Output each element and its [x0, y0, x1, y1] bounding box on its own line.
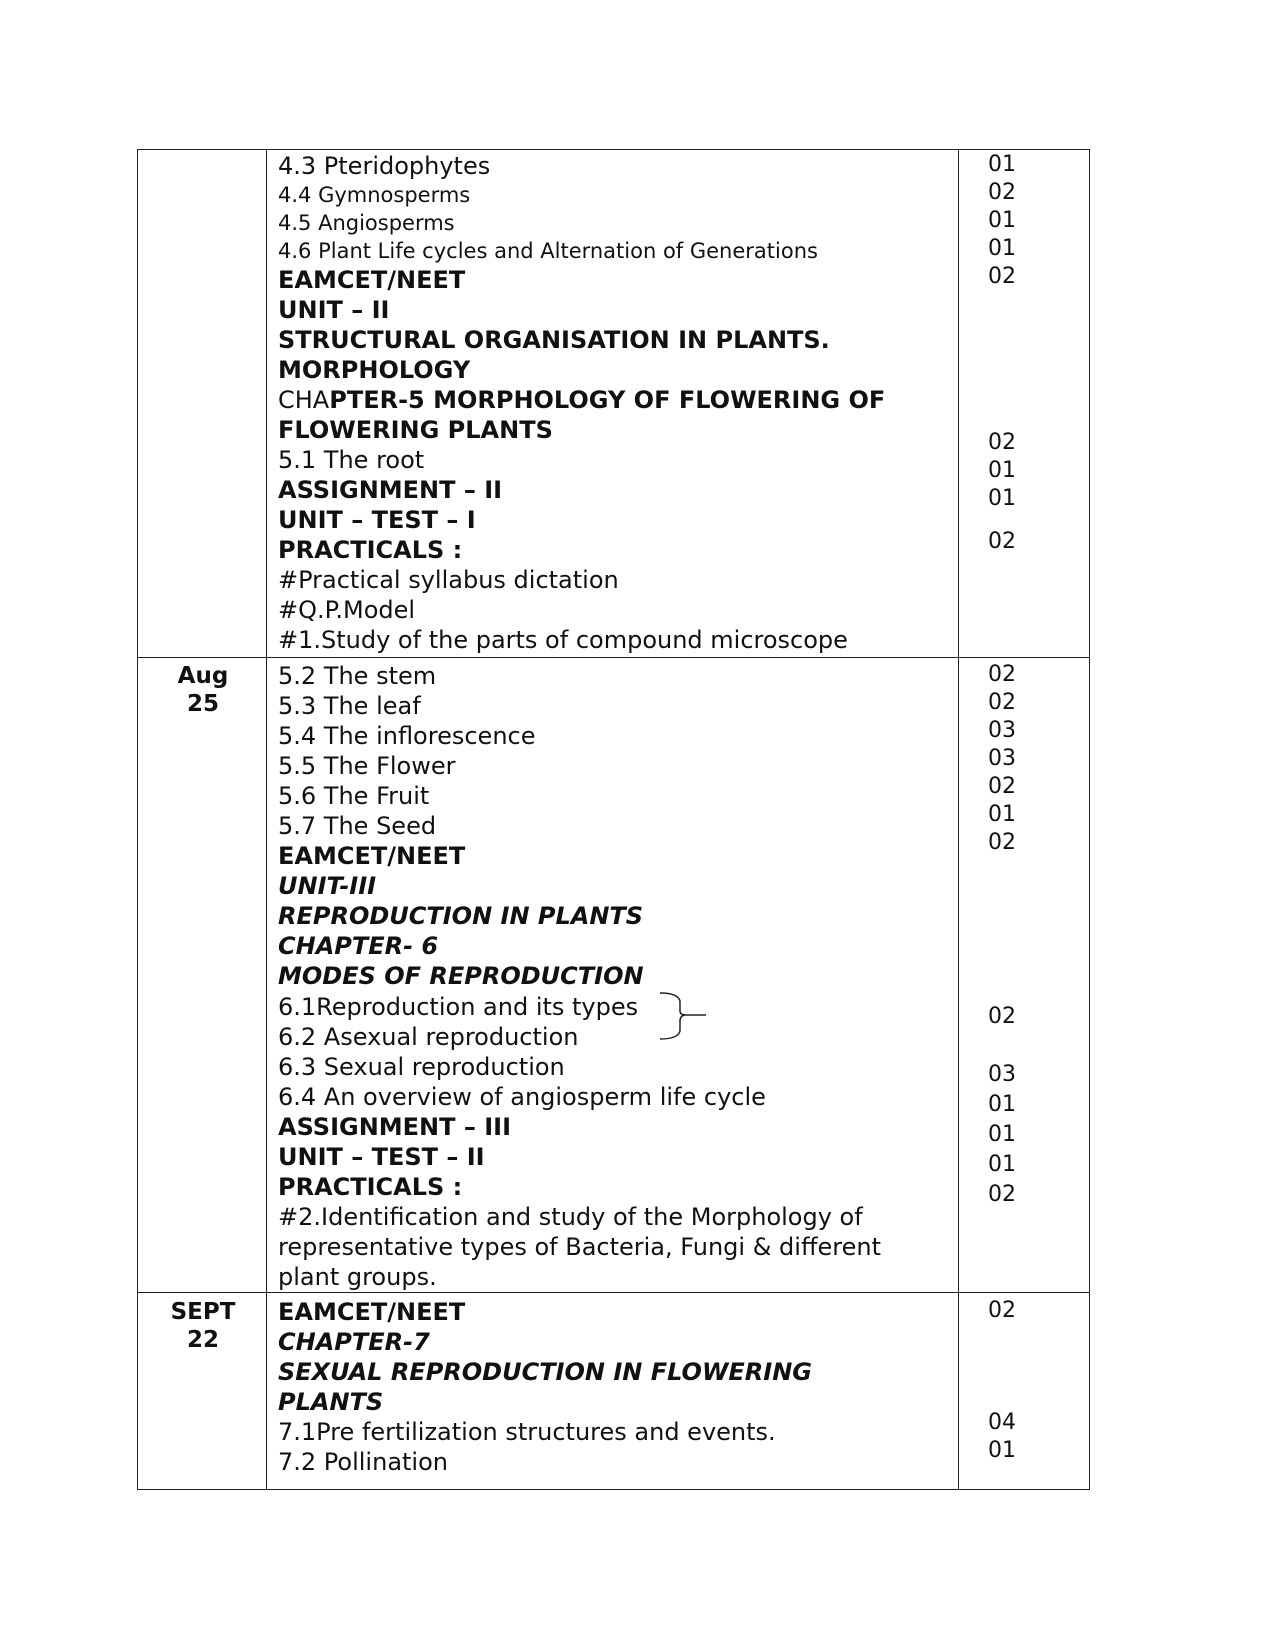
hours-value: 01 — [988, 1152, 1016, 1177]
hours-value: 01 — [988, 1438, 1016, 1463]
hours-value: 01 — [988, 208, 1016, 233]
hours-value: 02 — [988, 774, 1016, 799]
list-item: UNIT – TEST – II — [278, 1143, 485, 1171]
list-item: 7.2 Pollination — [278, 1448, 448, 1476]
hours-value: 03 — [988, 1062, 1016, 1087]
hours-value: 03 — [988, 718, 1016, 743]
list-item: 5.3 The leaf — [278, 692, 421, 720]
list-item: UNIT – TEST – I — [278, 506, 476, 534]
list-item: STRUCTURAL ORGANISATION IN PLANTS. — [278, 326, 830, 354]
list-item: representative types of Bacteria, Fungi & different — [278, 1233, 881, 1261]
hours-value: 02 — [988, 180, 1016, 205]
list-item: ASSIGNMENT – III — [278, 1113, 512, 1141]
day-label: 25 — [186, 691, 219, 717]
hours-value: 02 — [988, 662, 1016, 687]
hours-value: 02 — [988, 529, 1016, 554]
list-item: 5.5 The Flower — [278, 752, 456, 780]
list-item: 6.4 An overview of angiosperm life cycle — [278, 1083, 766, 1111]
chapter-prefix: CHA — [278, 386, 330, 414]
list-item: ASSIGNMENT – II — [278, 476, 503, 504]
month-label: Aug — [177, 663, 229, 689]
list-item: FLOWERING PLANTS — [278, 416, 553, 444]
list-item: plant groups. — [278, 1263, 437, 1291]
hours-value: 02 — [988, 1298, 1016, 1323]
list-item: CHAPTER- 6 — [278, 932, 439, 960]
list-item: EAMCET/NEET — [278, 842, 466, 870]
list-item: 4.4 Gymnosperms — [278, 183, 471, 207]
list-item: EAMCET/NEET — [278, 266, 466, 294]
row-divider — [138, 657, 1089, 658]
hours-value: 02 — [988, 830, 1016, 855]
hours-value: 02 — [988, 430, 1016, 455]
list-item: 5.4 The inflorescence — [278, 722, 536, 750]
hours-value: 01 — [988, 1122, 1016, 1147]
list-item: 6.3 Sexual reproduction — [278, 1053, 565, 1081]
list-item — [278, 386, 885, 414]
list-item: #Practical syllabus dictation — [278, 566, 619, 594]
list-item: CHAPTER-7 — [278, 1328, 430, 1356]
list-item: PRACTICALS : — [278, 1173, 463, 1201]
hours-value: 02 — [988, 690, 1016, 715]
list-item: REPRODUCTION IN PLANTS — [278, 902, 644, 930]
list-item: 7.1Pre fertilization structures and events. — [278, 1418, 776, 1446]
list-item: MORPHOLOGY — [278, 356, 471, 384]
list-item: #1.Study of the parts of compound microscope — [278, 626, 848, 654]
day-label: 22 — [186, 1327, 219, 1353]
hours-value: 02 — [988, 264, 1016, 289]
list-item: UNIT – II — [278, 296, 390, 324]
list-item: #2.Identification and study of the Morphology of — [278, 1203, 863, 1231]
curly-brace-icon — [658, 991, 718, 1041]
hours-value: 03 — [988, 746, 1016, 771]
syllabus-table — [137, 149, 1090, 1490]
list-item: 5.2 The stem — [278, 662, 437, 690]
list-item: PRACTICALS : — [278, 536, 463, 564]
list-item: PLANTS — [278, 1388, 384, 1416]
column-divider — [266, 150, 267, 1489]
list-item: UNIT-III — [278, 872, 377, 900]
hours-value: 01 — [988, 152, 1016, 177]
month-label: SEPT — [170, 1299, 236, 1325]
list-item: 6.1Reproduction and its types — [278, 993, 639, 1021]
list-item: 6.2 Asexual reproduction — [278, 1023, 579, 1051]
list-item: 5.1 The root — [278, 446, 425, 474]
list-item: SEXUAL REPRODUCTION IN FLOWERING — [278, 1358, 812, 1386]
list-item: #Q.P.Model — [278, 596, 416, 624]
hours-value: 01 — [988, 236, 1016, 261]
list-item: 5.7 The Seed — [278, 812, 437, 840]
list-item: 4.6 Plant Life cycles and Alternation of Generations — [278, 239, 818, 263]
row-divider — [138, 1292, 1089, 1293]
chapter-title: PTER-5 MORPHOLOGY OF FLOWERING OF — [329, 386, 886, 414]
hours-value: 01 — [988, 1092, 1016, 1117]
list-item: 4.3 Pteridophytes — [278, 152, 491, 180]
hours-value: 01 — [988, 458, 1016, 483]
hours-value: 01 — [988, 802, 1016, 827]
hours-value: 02 — [988, 1182, 1016, 1207]
list-item: 4.5 Angiosperms — [278, 211, 455, 235]
list-item: MODES OF REPRODUCTION — [278, 962, 644, 990]
list-item: 5.6 The Fruit — [278, 782, 430, 810]
hours-value: 01 — [988, 486, 1016, 511]
list-item: EAMCET/NEET — [278, 1298, 466, 1326]
hours-value: 02 — [988, 1004, 1016, 1029]
hours-value: 04 — [988, 1410, 1016, 1435]
